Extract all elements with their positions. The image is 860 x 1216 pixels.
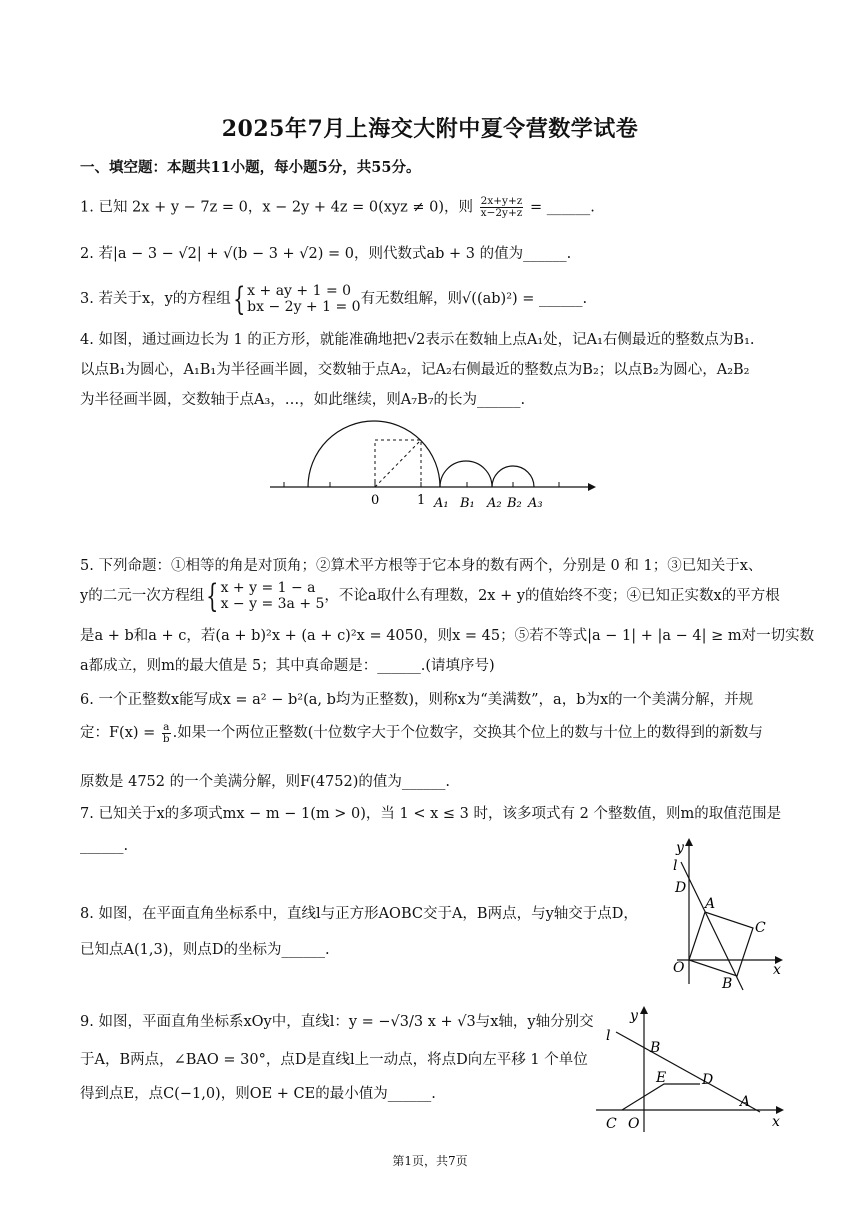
- question-9-line-2: 于A，B两点，∠BAO = 30°，点D是直线l上一动点，将点D向左平移 1 个单位: [80, 1052, 588, 1068]
- q6-text: 定：F(x) =: [80, 725, 156, 741]
- fig4-label-b2: B₂: [507, 496, 522, 511]
- fig8-label-o: O: [673, 960, 685, 976]
- q1-numerator: 2x+y+z: [480, 195, 523, 207]
- question-8-line-1: 8. 如图，在平面直角坐标系中，直线l与正方形AOBC交于A，B两点，与y轴交于点D，: [80, 906, 638, 922]
- fig8-label-d: D: [675, 880, 687, 896]
- fig4-label-a3: A₃: [528, 496, 543, 511]
- question-4-line-2: 以点B₁为圆心，A₁B₁为半径画半圆，交数轴于点A₂，记A₂右侧最近的整数点为B₂；以点B₂为圆心，A₂B₂: [80, 362, 750, 378]
- q6-numerator: a: [163, 720, 170, 733]
- question-1: [80, 196, 595, 219]
- fig8-label-b: B: [722, 976, 733, 992]
- question-5-line-4: a都成立，则m的最大值是 5；其中真命题是：______.(请填序号): [80, 658, 495, 674]
- fig9-label-x: x: [772, 1114, 780, 1130]
- question-6-line-2: [80, 718, 763, 748]
- q3-eq2: bx − 2y + 1 = 0: [247, 299, 361, 315]
- q5-eq2: x − y = 3a + 5: [220, 596, 325, 612]
- question-8-line-2: 已知点A(1,3)，则点D的坐标为______.: [80, 942, 330, 958]
- q5-brace: {: [206, 577, 219, 615]
- q3-tail: 有无数组解，则√((ab)²) = ______.: [360, 291, 588, 307]
- fig8-label-c: C: [755, 920, 766, 936]
- question-6-line-1: 6. 一个正整数x能写成x = a² − b²(a, b均为正整数)，则称x为“美满数”，a，b为x的一个美满分解，并规: [80, 692, 754, 708]
- q1-text: 1. 已知 2x + y − 7z = 0，x − 2y + 4z = 0(xyz ≠ 0)，则: [80, 199, 474, 216]
- question-3: [80, 280, 587, 318]
- question-9-line-3: 得到点E，点C(−1,0)，则OE + CE的最小值为______.: [80, 1086, 436, 1102]
- q3-brace: {: [232, 280, 246, 318]
- q3-text: 3. 若关于x，y的方程组: [80, 291, 231, 307]
- fig8-label-a: A: [705, 896, 716, 912]
- question-6-line-3: 原数是 4752 的一个美满分解，则F(4752)的值为______.: [80, 774, 451, 790]
- fig9-label-d: D: [702, 1072, 714, 1088]
- q3-system: [247, 283, 360, 315]
- question-5-line-3: 是a + b和a + c，若(a + b)²x + (a + c)²x = 4050，则x = 45；⑤若不等式|a − 1| + |a − 4| ≥ m对一切实数: [80, 628, 815, 644]
- q5-text: y的二元一次方程组: [80, 588, 205, 604]
- fig9-label-e: E: [656, 1070, 667, 1086]
- fig9-label-c: C: [606, 1116, 617, 1132]
- fig8-label-l: l: [673, 858, 678, 874]
- fig9-label-y: y: [630, 1008, 638, 1024]
- q1-fraction: [480, 196, 524, 219]
- section-heading: 一、填空题：本题共11小题，每小题5分，共55分。: [80, 159, 421, 176]
- fig4-label-a2: A₂: [487, 496, 502, 511]
- fig4-label-a1: A₁: [434, 496, 449, 511]
- q5-eq1: x + y = 1 − a: [220, 580, 316, 596]
- fig9-label-o: O: [628, 1116, 640, 1132]
- question-7-line-2: ______.: [80, 838, 129, 854]
- fig4-label-1: 1: [417, 493, 426, 508]
- fig9-label-l: l: [606, 1028, 611, 1044]
- question-7-line-1: 7. 已知关于x的多项式mx − m − 1(m > 0)，当 1 < x ≤ 3 时，该多项式有 2 个整数值，则m的取值范围是: [80, 806, 782, 822]
- q6-fraction: [162, 722, 171, 745]
- q5-system: [221, 580, 325, 612]
- fig9-label-a: A: [740, 1094, 751, 1110]
- fig4-label-0: 0: [371, 493, 380, 508]
- q6-denominator: b: [162, 732, 170, 745]
- figure-q4-number-line: [260, 418, 600, 518]
- q6-tail: .如果一个两位正整数(十位数字大于个位数字，交换其个位上的数与十位上的数得到的新数与: [172, 725, 763, 741]
- question-5-line-1: 5. 下列命题：①相等的角是对顶角；②算术平方根等于它本身的数有两个，分别是 0 和 1；③已知关于x、: [80, 558, 763, 574]
- fig8-label-y: y: [676, 840, 684, 856]
- page-title: 2025年7月上海交大附中夏令营数学试卷: [221, 116, 639, 142]
- q5-tail: ，不论a取什么有理数，2x + y的值始终不变；④已知正实数x的平方根: [324, 588, 780, 604]
- q1-tail: = ______.: [529, 199, 595, 216]
- question-2: 2. 若|a − 3 − √2| + √(b − 3 + √2) = 0，则代数式ab + 3 的值为______.: [80, 246, 572, 262]
- fig4-label-b1: B₁: [460, 496, 475, 511]
- question-5-line-2: [80, 577, 780, 615]
- fig9-label-b: B: [650, 1040, 661, 1056]
- q1-denominator: x−2y+z: [480, 207, 523, 219]
- q3-eq1: x + ay + 1 = 0: [247, 283, 352, 299]
- fig8-label-x: x: [773, 962, 781, 978]
- figure-q8-square-axes: [655, 832, 790, 992]
- page-footer: 第1页，共7页: [392, 1154, 468, 1168]
- figure-q9-line-axes: [592, 1002, 792, 1142]
- question-4-line-3: 为半径画半圆，交数轴于点A₃，…，如此继续，则A₇B₇的长为______.: [80, 392, 526, 408]
- question-4-line-1: 4. 如图，通过画边长为 1 的正方形，就能准确地把√2表示在数轴上点A₁处，记A₁右侧最近的整数点为B₁.: [80, 332, 755, 348]
- question-9-line-1: 9. 如图，平面直角坐标系xOy中，直线l：y = −√3/3 x + √3与x轴，y轴分别交: [80, 1014, 594, 1030]
